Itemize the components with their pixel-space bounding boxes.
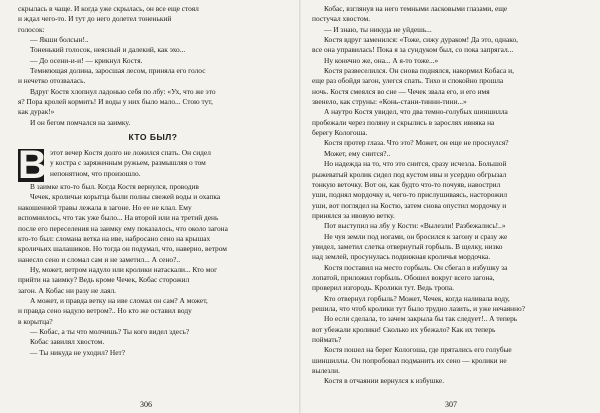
text-line: — Кобас, а ты что молчишь? Ты кого видел здесь? xyxy=(30,326,190,336)
text-line: голосок: xyxy=(18,24,45,34)
text-line: Костя вдруг заменился: «Тоже, сижу дураком! Да это, однако, xyxy=(324,35,518,45)
text-line: пробежали через поляну и скрылись в зарослях ивняка на xyxy=(312,117,495,127)
text-line: вспомнилось, что так уже было... На второй или на третий день xyxy=(18,213,219,223)
text-line: — Якши болсын!.. xyxy=(30,35,89,45)
text-line: В заимке кто-то был. Когда Костя вернулся, проводив xyxy=(30,182,199,192)
text-line: непонятном, что произошло. xyxy=(50,168,141,178)
text-line: кто-то был: сломана ветка на иве, набросано сено на крышах xyxy=(18,233,211,243)
text-line: решила, что чтоб кролики тут было трудно лазить, и уже нечаянно? xyxy=(312,303,526,313)
text-line: — До осени-и-и! — крикнул Костя. xyxy=(30,55,143,65)
text-line: поймать? xyxy=(312,335,342,344)
text-line: лопатой, приложил горбыль. Обошел вокруг всего загона, xyxy=(312,272,495,282)
text-line: И он бегом помчался на заимку. xyxy=(30,117,131,127)
page-number-right: 307 xyxy=(445,400,457,409)
page-number-left: 306 xyxy=(140,400,152,409)
text-line: тонкую веточку. Вот он, как будто что-то почуяв, навострил xyxy=(312,179,501,189)
text-line: Тоненький голосок, неясный и далекий, как эхо... xyxy=(30,45,186,55)
right-page xyxy=(300,0,600,413)
text-line: вот убежали кролики! Сколько их убежало? Как их теперь xyxy=(312,324,496,334)
text-line: увидел, заметил слетка отвернутый горбыль. В щелку, низко xyxy=(312,241,503,251)
text-line: загон. А Кобас ни разу не лаял. xyxy=(18,285,117,295)
text-line: А может, и правда ветку на иве сломал он сам? А может, xyxy=(30,295,208,305)
text-line: у костра с заряженным ружьем, размышляя о том xyxy=(50,158,206,168)
text-line: рыжеватый кролик сидел под кустом ивы и усердно обгрызал xyxy=(312,169,507,179)
text-line: ночь. Костя смеялся во сне — Чечек звала его, и его имя xyxy=(312,86,490,96)
text-line: Не чуя земли под ногами, он бросился к загону и сразу же xyxy=(324,231,508,241)
text-line: и нечетко отозвалась. xyxy=(18,76,86,86)
text-line: над землей, просунулась подвижная кроличья мордочка. xyxy=(312,252,491,262)
text-line: Кто отвернул горбыль? Может, Чечек, когда наливала воду, xyxy=(324,293,510,303)
text-line: этот вечер Костя долго не ложился спать. Он сидел xyxy=(50,148,211,158)
text-line: кроличьих шалашиков. Но тогда он подумал, что, наверно, ветром xyxy=(18,244,227,254)
text-line: Кобас завилял хвостом. xyxy=(30,337,105,347)
text-line: Ну, может, ветром надуло или кролики натаскали... Кто мог xyxy=(30,264,218,274)
text-line: Ну конечно же, она... А я-то тоже...» xyxy=(324,55,439,65)
text-line: — И знаю, ты никуда не уйдешь... xyxy=(324,24,432,34)
text-line: после его переселения на заимку ему показалось, что около загона xyxy=(18,223,228,233)
left-body-text xyxy=(18,182,288,358)
text-line: Костя поставил на место горбыль. Он сбегал в избушку за xyxy=(324,262,508,272)
text-line: А наутро Костя увидел, что два темно-голубых шиншилла xyxy=(324,107,508,117)
text-line: звенело, как струны: «Конь-стани-тинни-тини...» xyxy=(312,97,467,107)
text-line: Костя протер глаза. Что это? Может, он еще не проснулся? xyxy=(324,138,509,148)
text-line: Кобас, взглянув на него темными ласковыми глазами, еще xyxy=(324,4,508,13)
text-line: Костя в отчаянии вернулся к избушке. xyxy=(324,376,445,386)
text-line: Вдруг Костя хлопнул ладонью себя по лбу: «Ух, что же это xyxy=(30,86,216,96)
text-line: уши, вот поглядел на Костю, затем снова опустил мордочку и xyxy=(312,200,507,210)
text-line: как дурак!» xyxy=(18,107,55,117)
text-line: Костя развеселился. Он снова поднялся, накормил Кобаса и, xyxy=(324,66,514,76)
text-line: и ждал чего-то. И тут до него долетел тоненький xyxy=(18,14,172,24)
text-line: нанесло сено и сломал сам и не заметил... А сено?.. xyxy=(18,254,181,264)
text-line: я? Пора кролей кормить! И воды у них было мало... Стою тут, xyxy=(18,97,213,107)
text-line: уши, поднял мордочку и, чего-то прислушиваясь, насторожил xyxy=(312,190,508,200)
text-line: постучал хвостом. xyxy=(312,14,371,24)
drop-cap: В xyxy=(18,143,47,188)
text-line: проверил изгородь. Кролики тут. Ведь тропа. xyxy=(312,283,455,293)
text-line: и правда сено надуло ветром?.. Но кто же оставил воду xyxy=(18,306,192,316)
text-line: берегу Кологоша. xyxy=(312,128,368,138)
text-line: Но надежда на то, что это снится, сразу исчезла. Большой xyxy=(324,159,507,169)
text-line: Темнеющая долина, заросшая лесом, приняла его голос xyxy=(30,66,206,76)
text-line: в корытца? xyxy=(18,316,53,326)
opening-lines xyxy=(18,148,288,179)
text-line: — Ты никуда не уходил? Нет? xyxy=(30,347,126,357)
text-line: Пот выступил на лбу у Кости: «Вылезли! Разбежались!..» xyxy=(324,221,506,231)
text-line: Может, ему снится?.. xyxy=(324,148,391,158)
text-line: накошенной травы лежала в загоне. Но ее не клал. Ему xyxy=(18,202,192,212)
text-line: Но если сделала, то зачем закрыла бы так следует!.. А теперь xyxy=(324,314,518,324)
left-top-text xyxy=(18,4,288,128)
right-body-text xyxy=(312,4,584,387)
text-line: еще раз обойдя загон, улегся спать. Тихо и спокойно прошла xyxy=(312,76,504,86)
text-line: принялся за ивовую ветку. xyxy=(312,210,395,220)
text-line: Костя пошел на берег Кологоша, где прятались его голубые xyxy=(324,345,512,355)
text-line: скрылась в чаще. И когда уже скрылась, он все еще стоял xyxy=(18,4,199,13)
chapter-heading: КТО БЫЛ? xyxy=(128,132,178,143)
text-line: Чечек, кроличьи корытца были полны свежей воды и охапка xyxy=(30,192,221,202)
text-line: все она управилась! Пока я за сундуком был, со пока запрягал... xyxy=(312,45,514,55)
text-line: вылезли. xyxy=(312,366,340,376)
text-line: шиншиллы. Он попробовал подманить их сено — кролики не xyxy=(312,355,507,365)
text-line: прийти на заимку? Ведь кроме Чечек, Кобас сторожил xyxy=(18,275,190,285)
